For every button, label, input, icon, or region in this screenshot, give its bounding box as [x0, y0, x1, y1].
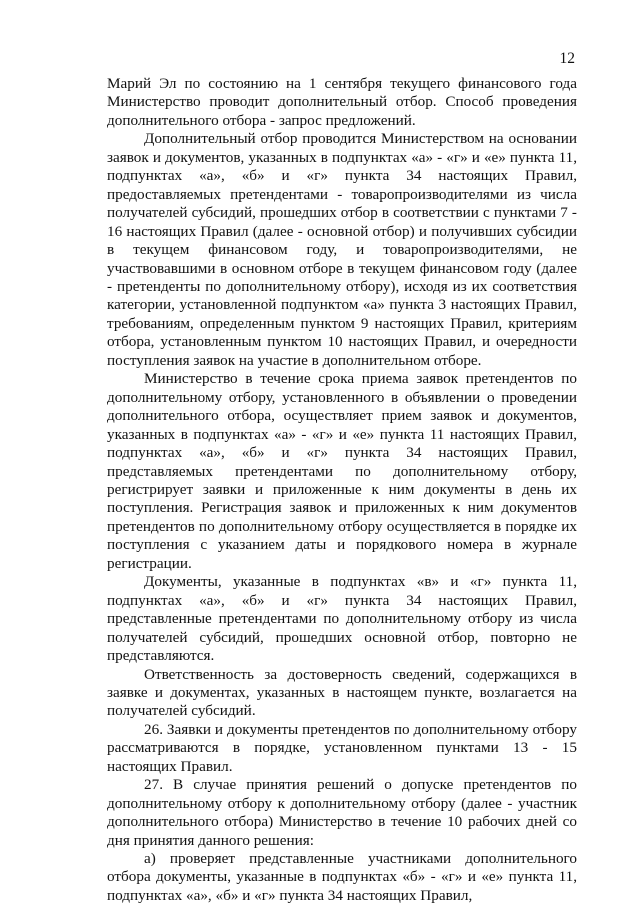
paragraph-3: Документы, указанные в подпунктах «в» и «г» пункта 11, подпунктах «а», «б» и «г» пункта 34 настоящих Правил, представленные претендентами по дополнительному отбору из числа получателей субсидий, прошедших основной отбор, повторно не представляются.: [107, 573, 577, 665]
paragraph-1: Дополнительный отбор проводится Министерством на основании заявок и документов, указанных в подпунктах «а» - «г» и «е» пункта 11, подпунктах «а», «б» и «г» пункта 34 настоящих Правил, предоставляемых претендентами - товаропроизводителями из числа получателей субсидий, прошедших отбор в соответствии с пунктами 7 - 16 настоящих Правил (далее - основной отбор) и получивших субсидии в текущем финансовом году, и товаропроизводителями, не участвовавшими в основном отборе в текущем финансовом году (далее - претенденты по дополнительному отбору), исходя из их соответствия категории, установленной подпунктом «а» пункта 3 настоящих Правил, требованиям, определенным пунктом 9 настоящих Правил, критериям отбора, установленным пунктом 10 настоящих Правил, и очередности поступления заявок на участие в дополнительном отборе.: [107, 130, 577, 369]
paragraph-0: Марий Эл по состоянию на 1 сентября текущего финансового года Министерство проводит дополнительный отбор. Способ проведения дополнительного отбора - запрос предложений.: [107, 75, 577, 129]
paragraph-4: Ответственность за достоверность сведений, содержащихся в заявке и документах, указанных в настоящем пункте, возлагается на получателей субсидий.: [107, 665, 577, 720]
paragraph-5: 26. Заявки и документы претендентов по дополнительному отбору рассматриваются в порядке, установленном пунктами 13 - 15 настоящих Правил.: [107, 720, 577, 775]
page-number: 12: [559, 50, 575, 67]
paragraph-7: а) проверяет представленные участниками дополнительного отбора документы, указанные в подпунктах «б» - «г» и «е» пункта 11, подпунктах «а», «б» и «г» пункта 34 настоящих Правил,: [107, 850, 577, 904]
document-body: [107, 75, 577, 905]
paragraph-6: 27. В случае принятия решений о допуске претендентов по дополнительному отбору к дополнительному отбору (далее - участник дополнительного отбора) Министерство в течение 10 рабочих дней со дня принятия данного решения:: [107, 776, 577, 849]
paragraph-2: Министерство в течение срока приема заявок претендентов по дополнительному отбору, установленного в объявлении о проведении дополнительного отбора, осуществляет прием заявок и документов, указанных в подпунктах «а» - «г» и «е» пункта 11 настоящих Правил, подпунктах «а», «б» и «г» пункта 34 настоящих Правил, представляемых претендентами по дополнительному отбору, регистрирует заявки и приложенные к ним документы в день их поступления. Регистрация заявок и приложенных к ним документов претендентов по дополнительному отбору осуществляется в порядке их поступления с указанием даты и порядкового номера в журнале регистрации.: [107, 370, 577, 572]
